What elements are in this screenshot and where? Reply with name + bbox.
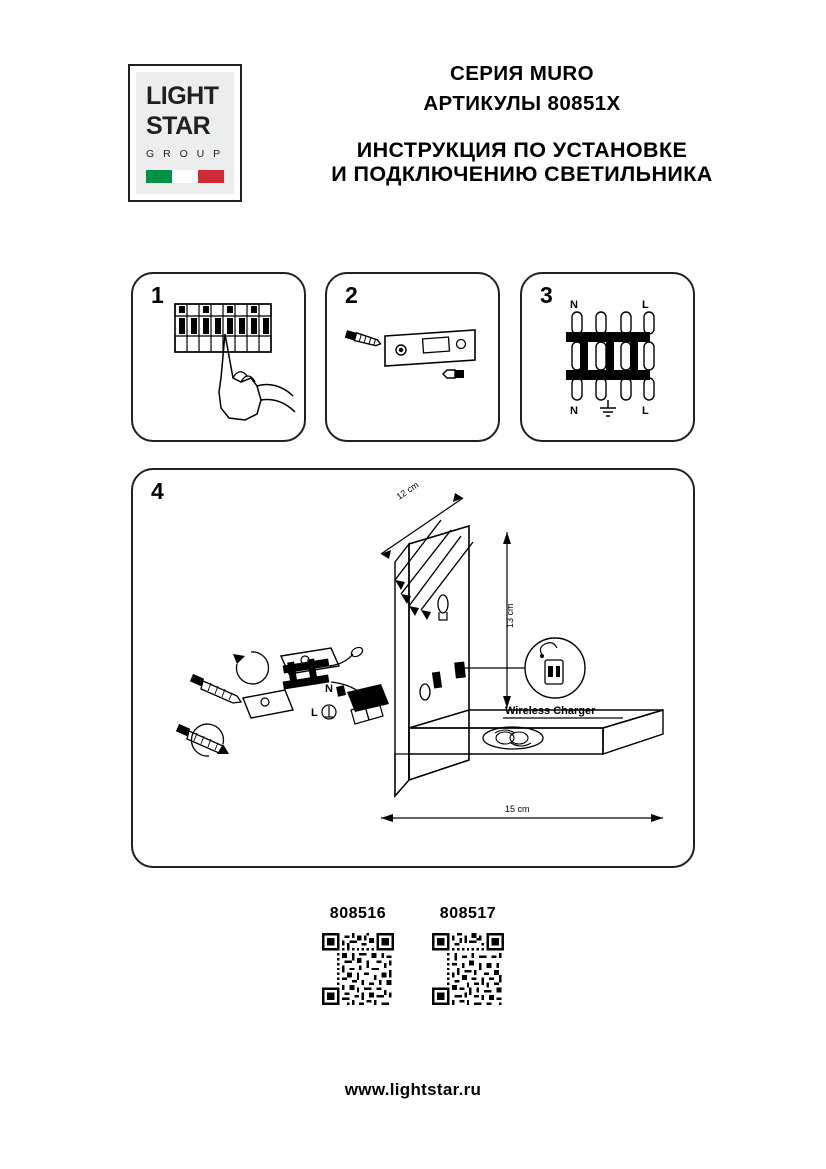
step3-label-l-top: L — [642, 299, 649, 311]
title-block — [262, 62, 782, 187]
step3-label-n-bottom: N — [570, 405, 578, 417]
step-panel-1 — [131, 272, 306, 442]
qr-block-808516 — [298, 905, 418, 1005]
step-number-1: 1 — [151, 282, 164, 308]
step-number-4: 4 — [151, 478, 164, 504]
wireless-charger-label: Wireless Charger — [505, 705, 596, 717]
width-dimension-label: 15 cm — [505, 804, 530, 814]
step-panel-2 — [325, 272, 500, 442]
logo-text-star: STAR — [146, 112, 211, 140]
italy-flag-icon — [146, 170, 224, 183]
instruction-title-line1: ИНСТРУКЦИЯ ПО УСТАНОВКЕ — [356, 137, 688, 162]
qr-label-808517: 808517 — [439, 905, 497, 922]
logo-text-group: G R O U P — [146, 148, 224, 160]
step4-label-l: L — [311, 707, 318, 719]
brand-logo — [128, 64, 242, 202]
ground-icon — [600, 400, 616, 416]
step-panel-4 — [131, 468, 695, 868]
step-number-3: 3 — [540, 282, 553, 308]
series-title: СЕРИЯ MURO — [450, 62, 594, 85]
qr-code-808517[interactable] — [432, 933, 504, 1005]
height-dimension-label: 13 cm — [505, 603, 515, 628]
ground-icon-step4 — [322, 705, 336, 719]
depth-dimension-label: 12 cm — [394, 479, 421, 502]
step3-label-n-top: N — [570, 299, 578, 311]
step3-label-l-bottom: L — [642, 405, 649, 417]
step-number-2: 2 — [345, 282, 358, 308]
page-header — [0, 0, 826, 230]
article-title: АРТИКУЛЫ 80851X — [423, 91, 621, 115]
instruction-title-line2: И ПОДКЛЮЧЕНИЮ СВЕТИЛЬНИКА — [331, 162, 713, 187]
logo-inner-panel — [136, 72, 234, 194]
qr-label-808516: 808516 — [329, 905, 387, 922]
logo-text-light: LIGHT — [146, 82, 219, 110]
qr-code-808516[interactable] — [322, 933, 394, 1005]
step4-illustration — [133, 470, 693, 866]
step-panel-3 — [520, 272, 695, 442]
step4-label-n: N — [325, 683, 333, 695]
footer-website[interactable]: www.lightstar.ru — [344, 1080, 482, 1099]
qr-block-808517 — [408, 905, 528, 1005]
